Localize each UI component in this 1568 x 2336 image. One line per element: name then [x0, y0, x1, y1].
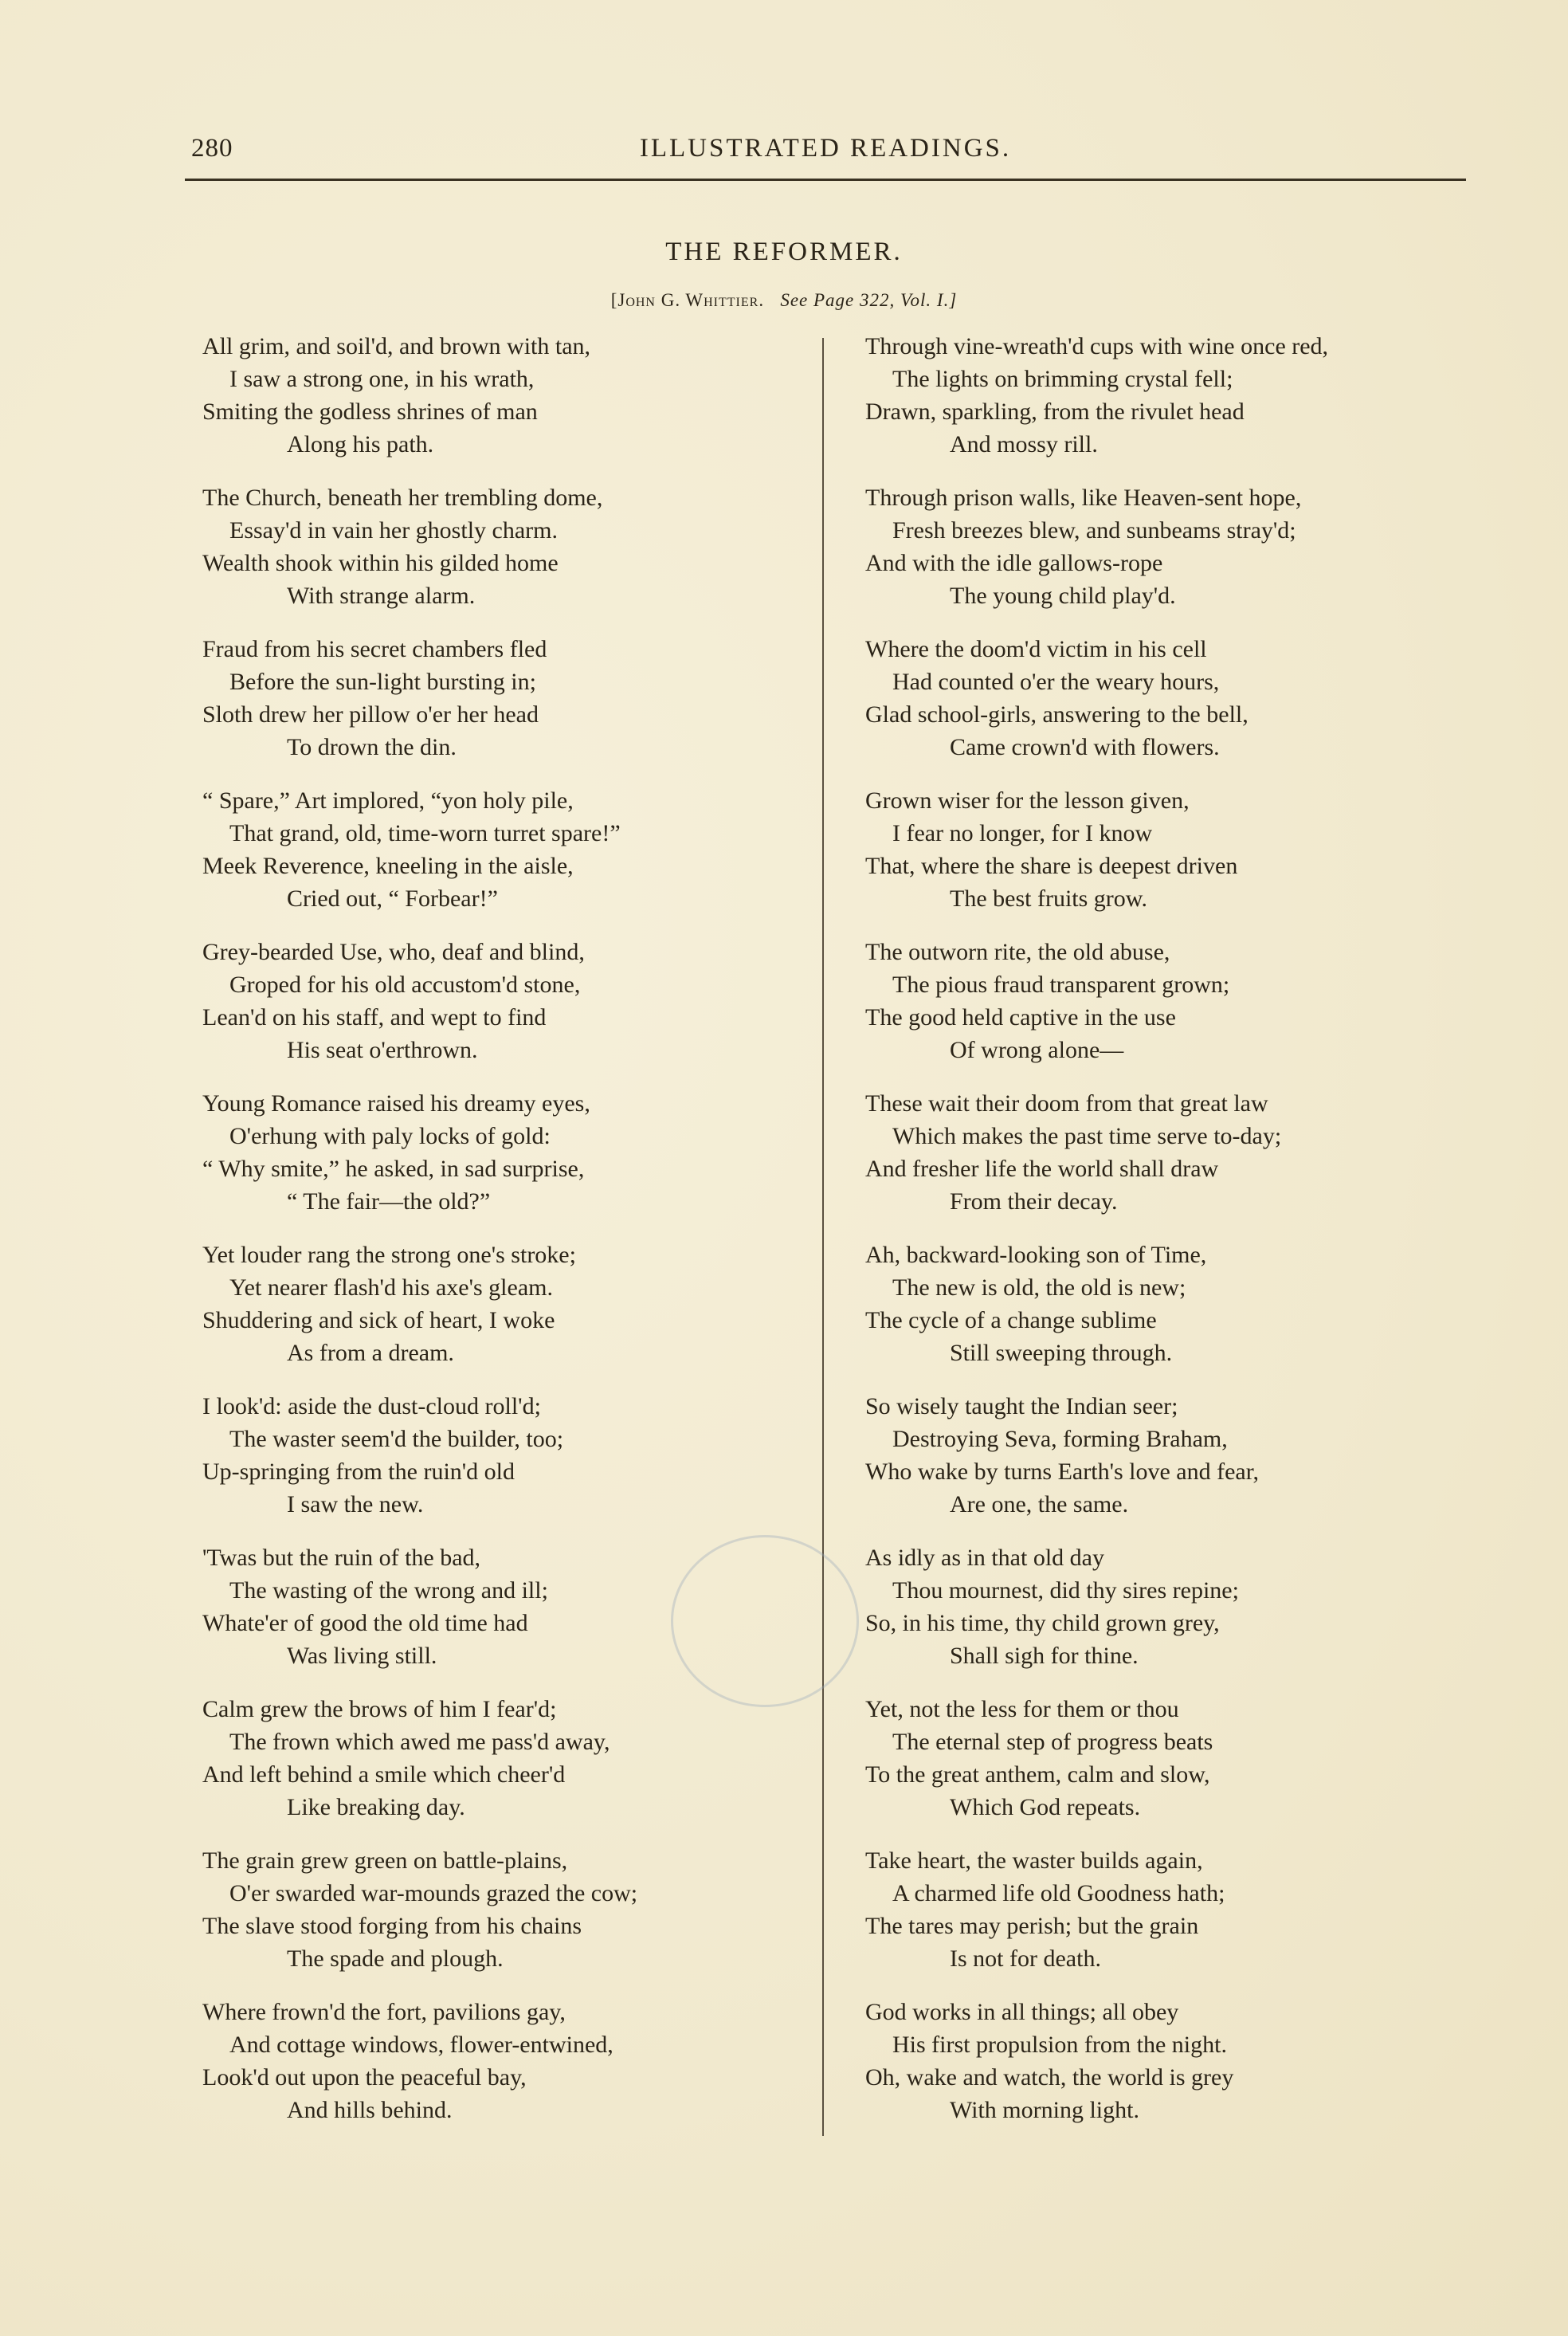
verse-line: Wealth shook within his gilded home [202, 550, 559, 576]
running-head [185, 134, 1466, 182]
verse-line: His first propulsion from the night. [892, 2032, 1227, 2058]
stanza [865, 784, 1503, 915]
verse-line: Through vine-wreath'd cups with wine once red, [865, 333, 1329, 359]
verse-line: Where the doom'd victim in his cell [865, 636, 1207, 662]
verse-line: God works in all things; all obey [865, 1999, 1179, 2025]
verse-line: Essay'd in vain her ghostly charm. [229, 517, 558, 544]
verse-line: To drown the din. [287, 734, 457, 760]
verse-line: Yet, not the less for them or thou [865, 1696, 1179, 1722]
verse-line: The pious fraud transparent grown; [892, 972, 1230, 998]
poem-title: THE REFORMER. [665, 238, 903, 266]
verse-line: The tares may perish; but the grain [865, 1913, 1199, 1939]
stanza [865, 330, 1503, 461]
verse-line: The frown which awed me pass'd away, [229, 1729, 610, 1755]
verse-line: The eternal step of progress beats [892, 1729, 1213, 1755]
stanza [865, 1541, 1503, 1672]
verse-line: And mossy rill. [950, 431, 1098, 457]
verse-line: Thou mournest, did thy sires repine; [892, 1577, 1239, 1604]
verse-line: Came crown'd with flowers. [950, 734, 1220, 760]
verse-line: I saw a strong one, in his wrath, [229, 366, 535, 392]
verse-line: Yet louder rang the strong one's stroke; [202, 1242, 576, 1268]
verse-line: That, where the share is deepest driven [865, 853, 1238, 879]
stanza [202, 784, 840, 915]
verse-line: Yet nearer flash'd his axe's gleam. [229, 1274, 553, 1301]
verse-line: As from a dream. [287, 1340, 454, 1366]
verse-line: And hills behind. [287, 2097, 453, 2123]
column-divider [822, 338, 824, 2136]
verse-line: A charmed life old Goodness hath; [892, 1880, 1225, 1906]
stanza [865, 481, 1503, 612]
page-number: 280 [191, 134, 233, 163]
verse-line: Grey-bearded Use, who, deaf and blind, [202, 939, 585, 965]
verse-line: Oh, wake and watch, the world is grey [865, 2064, 1234, 2091]
verse-line: With morning light. [950, 2097, 1139, 2123]
verse-line: Is not for death. [950, 1945, 1101, 1972]
verse-line: Was living still. [287, 1643, 437, 1669]
verse-line: Before the sun-light bursting in; [229, 669, 536, 695]
verse-line: Destroying Seva, forming Braham, [892, 1426, 1228, 1452]
verse-line: With strange alarm. [287, 583, 476, 609]
verse-line: “ Spare,” Art implored, “yon holy pile, [202, 787, 574, 814]
verse-line: The waster seem'd the builder, too; [229, 1426, 564, 1452]
verse-line: I look'd: aside the dust-cloud roll'd; [202, 1393, 541, 1419]
verse-line: So, in his time, thy child grown grey, [865, 1610, 1220, 1636]
stanza [865, 1844, 1503, 1975]
verse-line: Shall sigh for thine. [950, 1643, 1139, 1669]
verse-line: Cried out, “ Forbear!” [287, 885, 498, 912]
verse-line: Shuddering and sick of heart, I woke [202, 1307, 555, 1333]
verse-line: Which makes the past time serve to-day; [892, 1123, 1282, 1149]
verse-line: His seat o'erthrown. [287, 1037, 478, 1063]
verse-line: The outworn rite, the old abuse, [865, 939, 1170, 965]
verse-line: Which God repeats. [950, 1794, 1141, 1820]
stanza [865, 633, 1503, 764]
verse-line: 'Twas but the ruin of the bad, [202, 1545, 481, 1571]
verse-line: Are one, the same. [950, 1491, 1129, 1517]
verse-line: Still sweeping through. [950, 1340, 1173, 1366]
attribution-reference: See Page 322, Vol. I.] [780, 290, 958, 310]
running-title: ILLUSTRATED READINGS. [639, 134, 1012, 163]
stanza [202, 1693, 840, 1824]
stanza [202, 1239, 840, 1369]
verse-line: Through prison walls, like Heaven-sent hope, [865, 485, 1302, 511]
verse-line: All grim, and soil'd, and brown with tan, [202, 333, 591, 359]
verse-line: Where frown'd the fort, pavilions gay, [202, 1999, 566, 2025]
verse-line: “ The fair—the old?” [287, 1188, 491, 1215]
stanza [202, 1087, 840, 1218]
verse-line: Groped for his old accustom'd stone, [229, 972, 581, 998]
verse-line: The Church, beneath her trembling dome, [202, 485, 603, 511]
verse-line: O'erhung with paly locks of gold: [229, 1123, 551, 1149]
verse-line: Fraud from his secret chambers fled [202, 636, 547, 662]
poem-column-right [865, 330, 1503, 2147]
verse-line: From their decay. [950, 1188, 1118, 1215]
verse-line: Whate'er of good the old time had [202, 1610, 528, 1636]
verse-line: That grand, old, time-worn turret spare!” [229, 820, 621, 846]
verse-line: Fresh breezes blew, and sunbeams stray'd; [892, 517, 1296, 544]
library-stamp [671, 1535, 859, 1707]
verse-line: Look'd out upon the peaceful bay, [202, 2064, 527, 2091]
verse-line: The grain grew green on battle-plains, [202, 1847, 568, 1874]
verse-line: Meek Reverence, kneeling in the aisle, [202, 853, 574, 879]
verse-line: Sloth drew her pillow o'er her head [202, 701, 539, 728]
verse-line: Along his path. [287, 431, 434, 457]
stanza [865, 936, 1503, 1066]
stanza [202, 633, 840, 764]
verse-line: I fear no longer, for I know [892, 820, 1153, 846]
stanza [202, 481, 840, 612]
verse-line: And with the idle gallows-rope [865, 550, 1163, 576]
verse-line: Had counted o'er the weary hours, [892, 669, 1220, 695]
verse-line: And cottage windows, flower-entwined, [229, 2032, 613, 2058]
verse-line: Grown wiser for the lesson given, [865, 787, 1190, 814]
verse-line: Young Romance raised his dreamy eyes, [202, 1090, 590, 1117]
stanza [865, 1239, 1503, 1369]
verse-line: “ Why smite,” he asked, in sad surprise, [202, 1156, 585, 1182]
verse-line: The wasting of the wrong and ill; [229, 1577, 548, 1604]
verse-line: Up-springing from the ruin'd old [202, 1459, 515, 1485]
verse-line: Smiting the godless shrines of man [202, 398, 538, 425]
verse-line: O'er swarded war-mounds grazed the cow; [229, 1880, 638, 1906]
verse-line: The spade and plough. [287, 1945, 504, 1972]
verse-line: As idly as in that old day [865, 1545, 1104, 1571]
verse-line: The good held captive in the use [865, 1004, 1176, 1031]
verse-line: The slave stood forging from his chains [202, 1913, 582, 1939]
header-rule [185, 179, 1466, 181]
verse-line: Of wrong alone— [950, 1037, 1124, 1063]
verse-line: The cycle of a change sublime [865, 1307, 1157, 1333]
verse-line: Lean'd on his staff, and wept to find [202, 1004, 547, 1031]
verse-line: Drawn, sparkling, from the rivulet head [865, 398, 1245, 425]
verse-line: The new is old, the old is new; [892, 1274, 1186, 1301]
stanza [202, 1996, 840, 2126]
stanza [865, 1390, 1503, 1521]
verse-line: To the great anthem, calm and slow, [865, 1761, 1210, 1788]
stanza [865, 1087, 1503, 1218]
stanza [202, 1844, 840, 1975]
verse-line: The young child play'd. [950, 583, 1176, 609]
verse-line: The lights on brimming crystal fell; [892, 366, 1233, 392]
poem-column-left [202, 330, 840, 2147]
stanza [202, 1390, 840, 1521]
verse-line: Take heart, the waster builds again, [865, 1847, 1203, 1874]
verse-line: Calm grew the brows of him I fear'd; [202, 1696, 557, 1722]
stanza [865, 1996, 1503, 2126]
verse-line: I saw the new. [287, 1491, 424, 1517]
verse-line: These wait their doom from that great law [865, 1090, 1268, 1117]
stanza [202, 936, 840, 1066]
verse-line: The best fruits grow. [950, 885, 1147, 912]
verse-line: Ah, backward-looking son of Time, [865, 1242, 1207, 1268]
verse-line: Who wake by turns Earth's love and fear, [865, 1459, 1260, 1485]
verse-line: And fresher life the world shall draw [865, 1156, 1219, 1182]
stanza [865, 1693, 1503, 1824]
attribution [0, 290, 1568, 311]
verse-line: Like breaking day. [287, 1794, 465, 1820]
attribution-author: [John G. Whittier. [610, 290, 765, 310]
verse-line: Glad school-girls, answering to the bell, [865, 701, 1249, 728]
verse-line: And left behind a smile which cheer'd [202, 1761, 566, 1788]
stanza [202, 330, 840, 461]
verse-line: So wisely taught the Indian seer; [865, 1393, 1178, 1419]
